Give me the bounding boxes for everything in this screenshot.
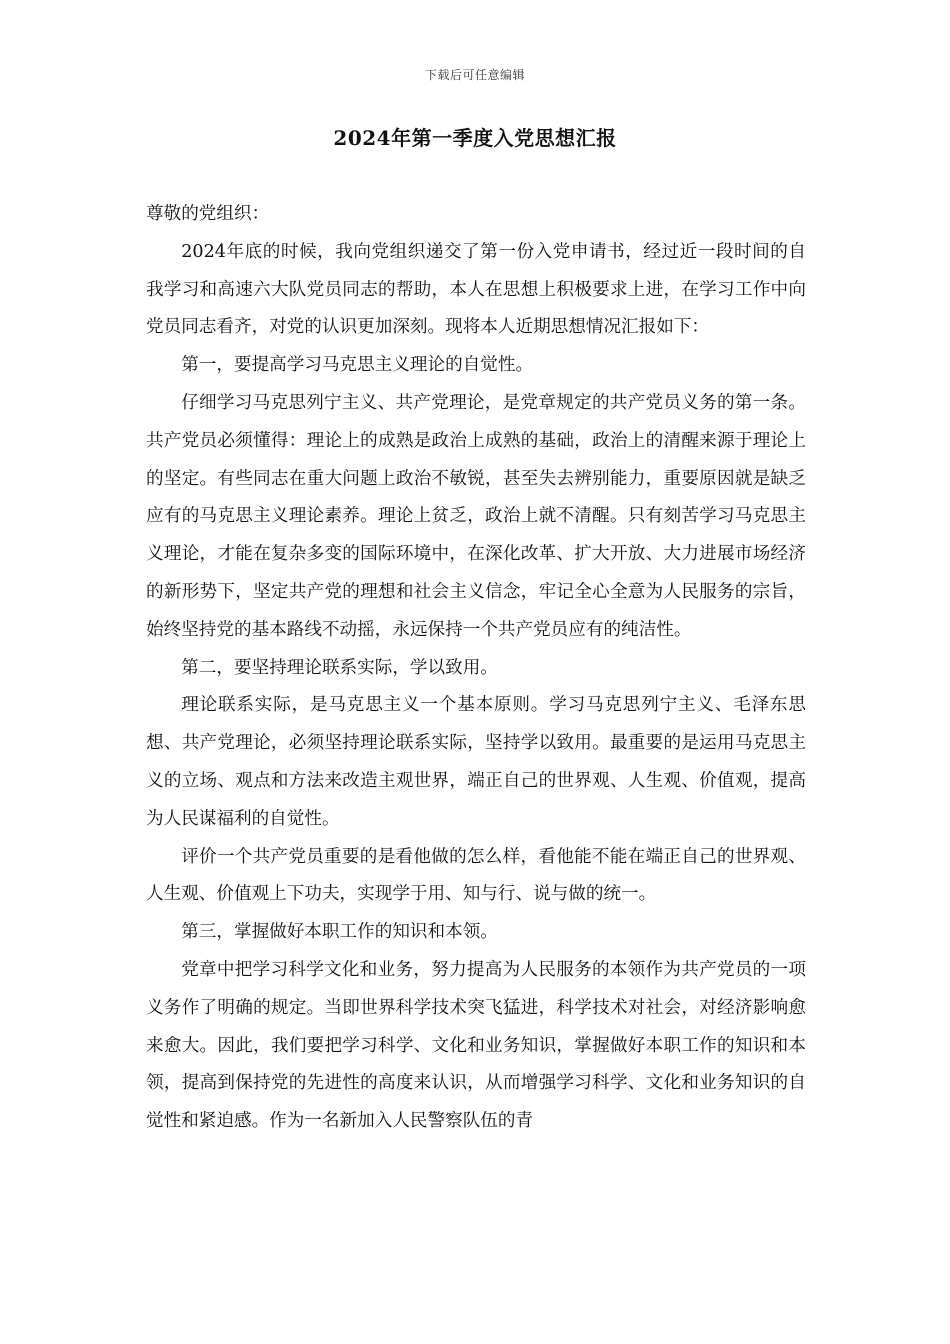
paragraph-evaluation: 评价一个共产党员重要的是看他做的怎么样，看他能不能在端正自己的世界观、人生观、价值观上下功夫，实现学于用、知与行、说与做的统一。 [146,846,806,905]
paragraph-point-one: 仔细学习马克思列宁主义、共产党理论，是党章规定的共产党员义务的第一条。共产党员必须懂得：理论上的成熟是政治上成熟的基础，政治上的清醒来源于理论上的坚定。有些同志在重大问题上政治不敏锐，甚至失去辨别能力，重要原因就是缺乏应有的马克思主义理论素养。理论上贫乏，政治上就不清醒。只有刻苦学习马克思主义理论，才能在复杂多变的国际环境中，在深化改革、扩大开放、大力进展市场经济的新形势下，坚定共产党的理想和社会主义信念，牢记全心全意为人民服务的宗旨，始终坚持党的基本路线不动摇，永远保持一个共产党员应有的纯洁性。 [146,392,806,640]
heading-point-three: 第三，掌握做好本职工作的知识和本领。 [181,922,498,943]
heading-point-one: 第一，要提高学习马克思主义理论的自觉性。 [181,355,534,376]
document-body [146,196,806,1141]
paragraph-point-three: 党章中把学习科学文化和业务，努力提高为人民服务的本领作为共产党员的一项义务作了明确的规定。当即世界科学技术突飞猛进，科学技术对社会，对经济影响愈来愈大。因此，我们要把学习科学、文化和业务知识，掌握做好本职工作的知识和本领，提高到保持党的先进性的高度来认识，从而增强学习科学、文化和业务知识的自觉性和紧迫感。作为一名新加入人民警察队伍的青 [146,959,806,1132]
paragraph-point-two: 理论联系实际，是马克思主义一个基本原则。学习马克思列宁主义、毛泽东思想、共产党理论，必须坚持理论联系实际，坚持学以致用。最重要的是运用马克思主义的立场、观点和方法来改造主观世界，端正自己的世界观、人生观、价值观，提高为人民谋福利的自觉性。 [146,695,806,829]
paragraph-intro: 2024年底的时候，我向党组织递交了第一份入党申请书，经过近一段时间的自我学习和高速六大队党员同志的帮助，本人在思想上积极要求上进，在学习工作中向党员同志看齐，对党的认识更加深刻。现将本人近期思想情况汇报如下： [146,241,806,338]
heading-point-two: 第二，要坚持理论联系实际，学以致用。 [181,657,498,678]
document-title: 2024年第一季度入党思想汇报 [333,126,617,150]
header-note: 下载后可任意编辑 [424,68,525,82]
salutation: 尊敬的党组织： [146,204,270,224]
